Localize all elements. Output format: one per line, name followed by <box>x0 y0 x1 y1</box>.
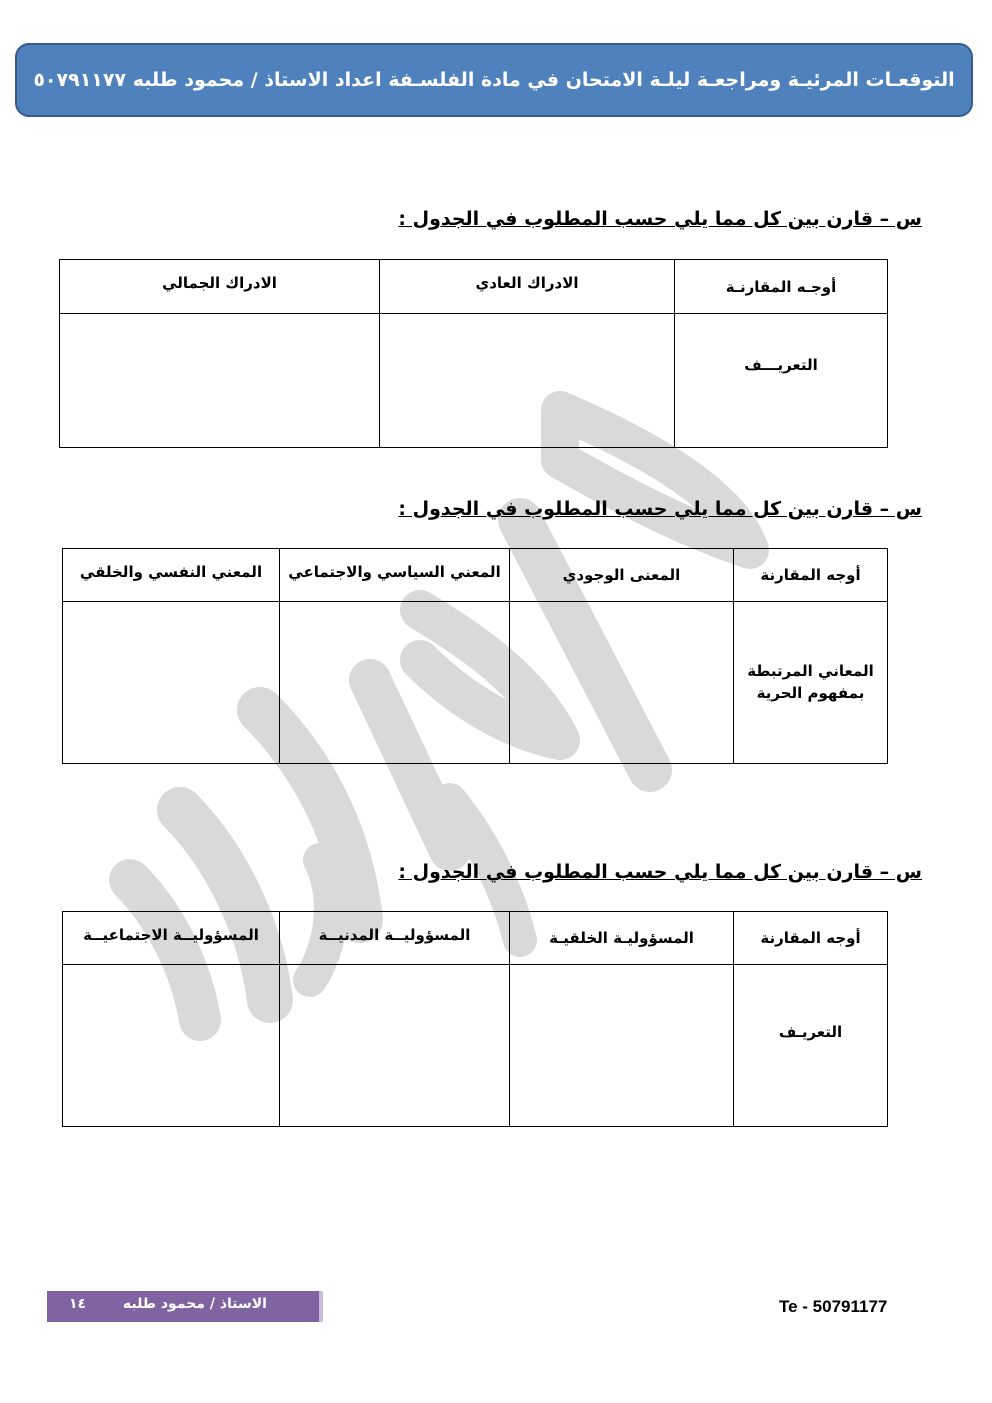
table-header-row <box>63 549 888 602</box>
table-header-cell: المسؤوليــة المدنيــة <box>280 912 510 965</box>
empty-answer-cell[interactable] <box>280 965 510 1127</box>
table-row <box>63 965 888 1127</box>
empty-answer-cell[interactable] <box>380 314 675 448</box>
table-header-cell: المسؤوليــة الاجتماعيــة <box>63 912 280 965</box>
table-header-cell: الادراك الجمالي <box>60 260 380 314</box>
empty-answer-cell[interactable] <box>280 602 510 764</box>
table-header-cell: المسؤوليـة الخلقيـة <box>510 912 734 965</box>
table-row <box>63 602 888 764</box>
footer-bar <box>47 1291 323 1322</box>
header-title: التوقعـات المرئيـة ومراجعـة ليلـة الامتحان في مادة الفلسـفة اعداد الاستاذ / محمود طلبه ٥٠٧٩١١٧٧ <box>33 69 955 91</box>
table-header-cell: المعنى الوجودي <box>510 549 734 602</box>
question-3: س – قارن بين كل مما يلي حسب المطلوب في الجدول : <box>398 861 922 883</box>
footer-phone: Te - 50791177 <box>779 1297 888 1316</box>
table-header-row <box>63 912 888 965</box>
table-header-cell: أوجه المقارنة <box>734 549 888 602</box>
row-label: التعريـف <box>734 965 888 1127</box>
row-label <box>734 602 888 764</box>
row-label-line: المعاني المرتبطة <box>747 662 874 680</box>
row-label: التعريـــف <box>675 314 888 448</box>
page-number: ١٤ <box>69 1296 87 1312</box>
empty-answer-cell[interactable] <box>63 965 280 1127</box>
comparison-table-1 <box>59 259 888 448</box>
empty-answer-cell[interactable] <box>510 602 734 764</box>
question-2: س – قارن بين كل مما يلي حسب المطلوب في الجدول : <box>398 498 922 520</box>
table-header-cell: الادراك العادي <box>380 260 675 314</box>
footer-author: الاستاذ / محمود طلبه <box>122 1296 267 1312</box>
question-1: س – قارن بين كل مما يلي حسب المطلوب في الجدول : <box>398 208 922 230</box>
row-label-line: بمفهوم الحرية <box>756 684 865 702</box>
table-row <box>60 314 888 448</box>
comparison-table-3 <box>62 911 888 1127</box>
header-banner <box>15 43 973 117</box>
comparison-table-2 <box>62 548 888 764</box>
empty-answer-cell[interactable] <box>63 602 280 764</box>
table-header-row <box>60 260 888 314</box>
empty-answer-cell[interactable] <box>60 314 380 448</box>
table-header-cell: أوجه المقارنة <box>734 912 888 965</box>
table-header-cell: المعني النفسي والخلقي <box>63 549 280 602</box>
table-header-cell: أوجـه المقارنـة <box>675 260 888 314</box>
table-header-cell: المعني السياسي والاجتماعي <box>280 549 510 602</box>
empty-answer-cell[interactable] <box>510 965 734 1127</box>
